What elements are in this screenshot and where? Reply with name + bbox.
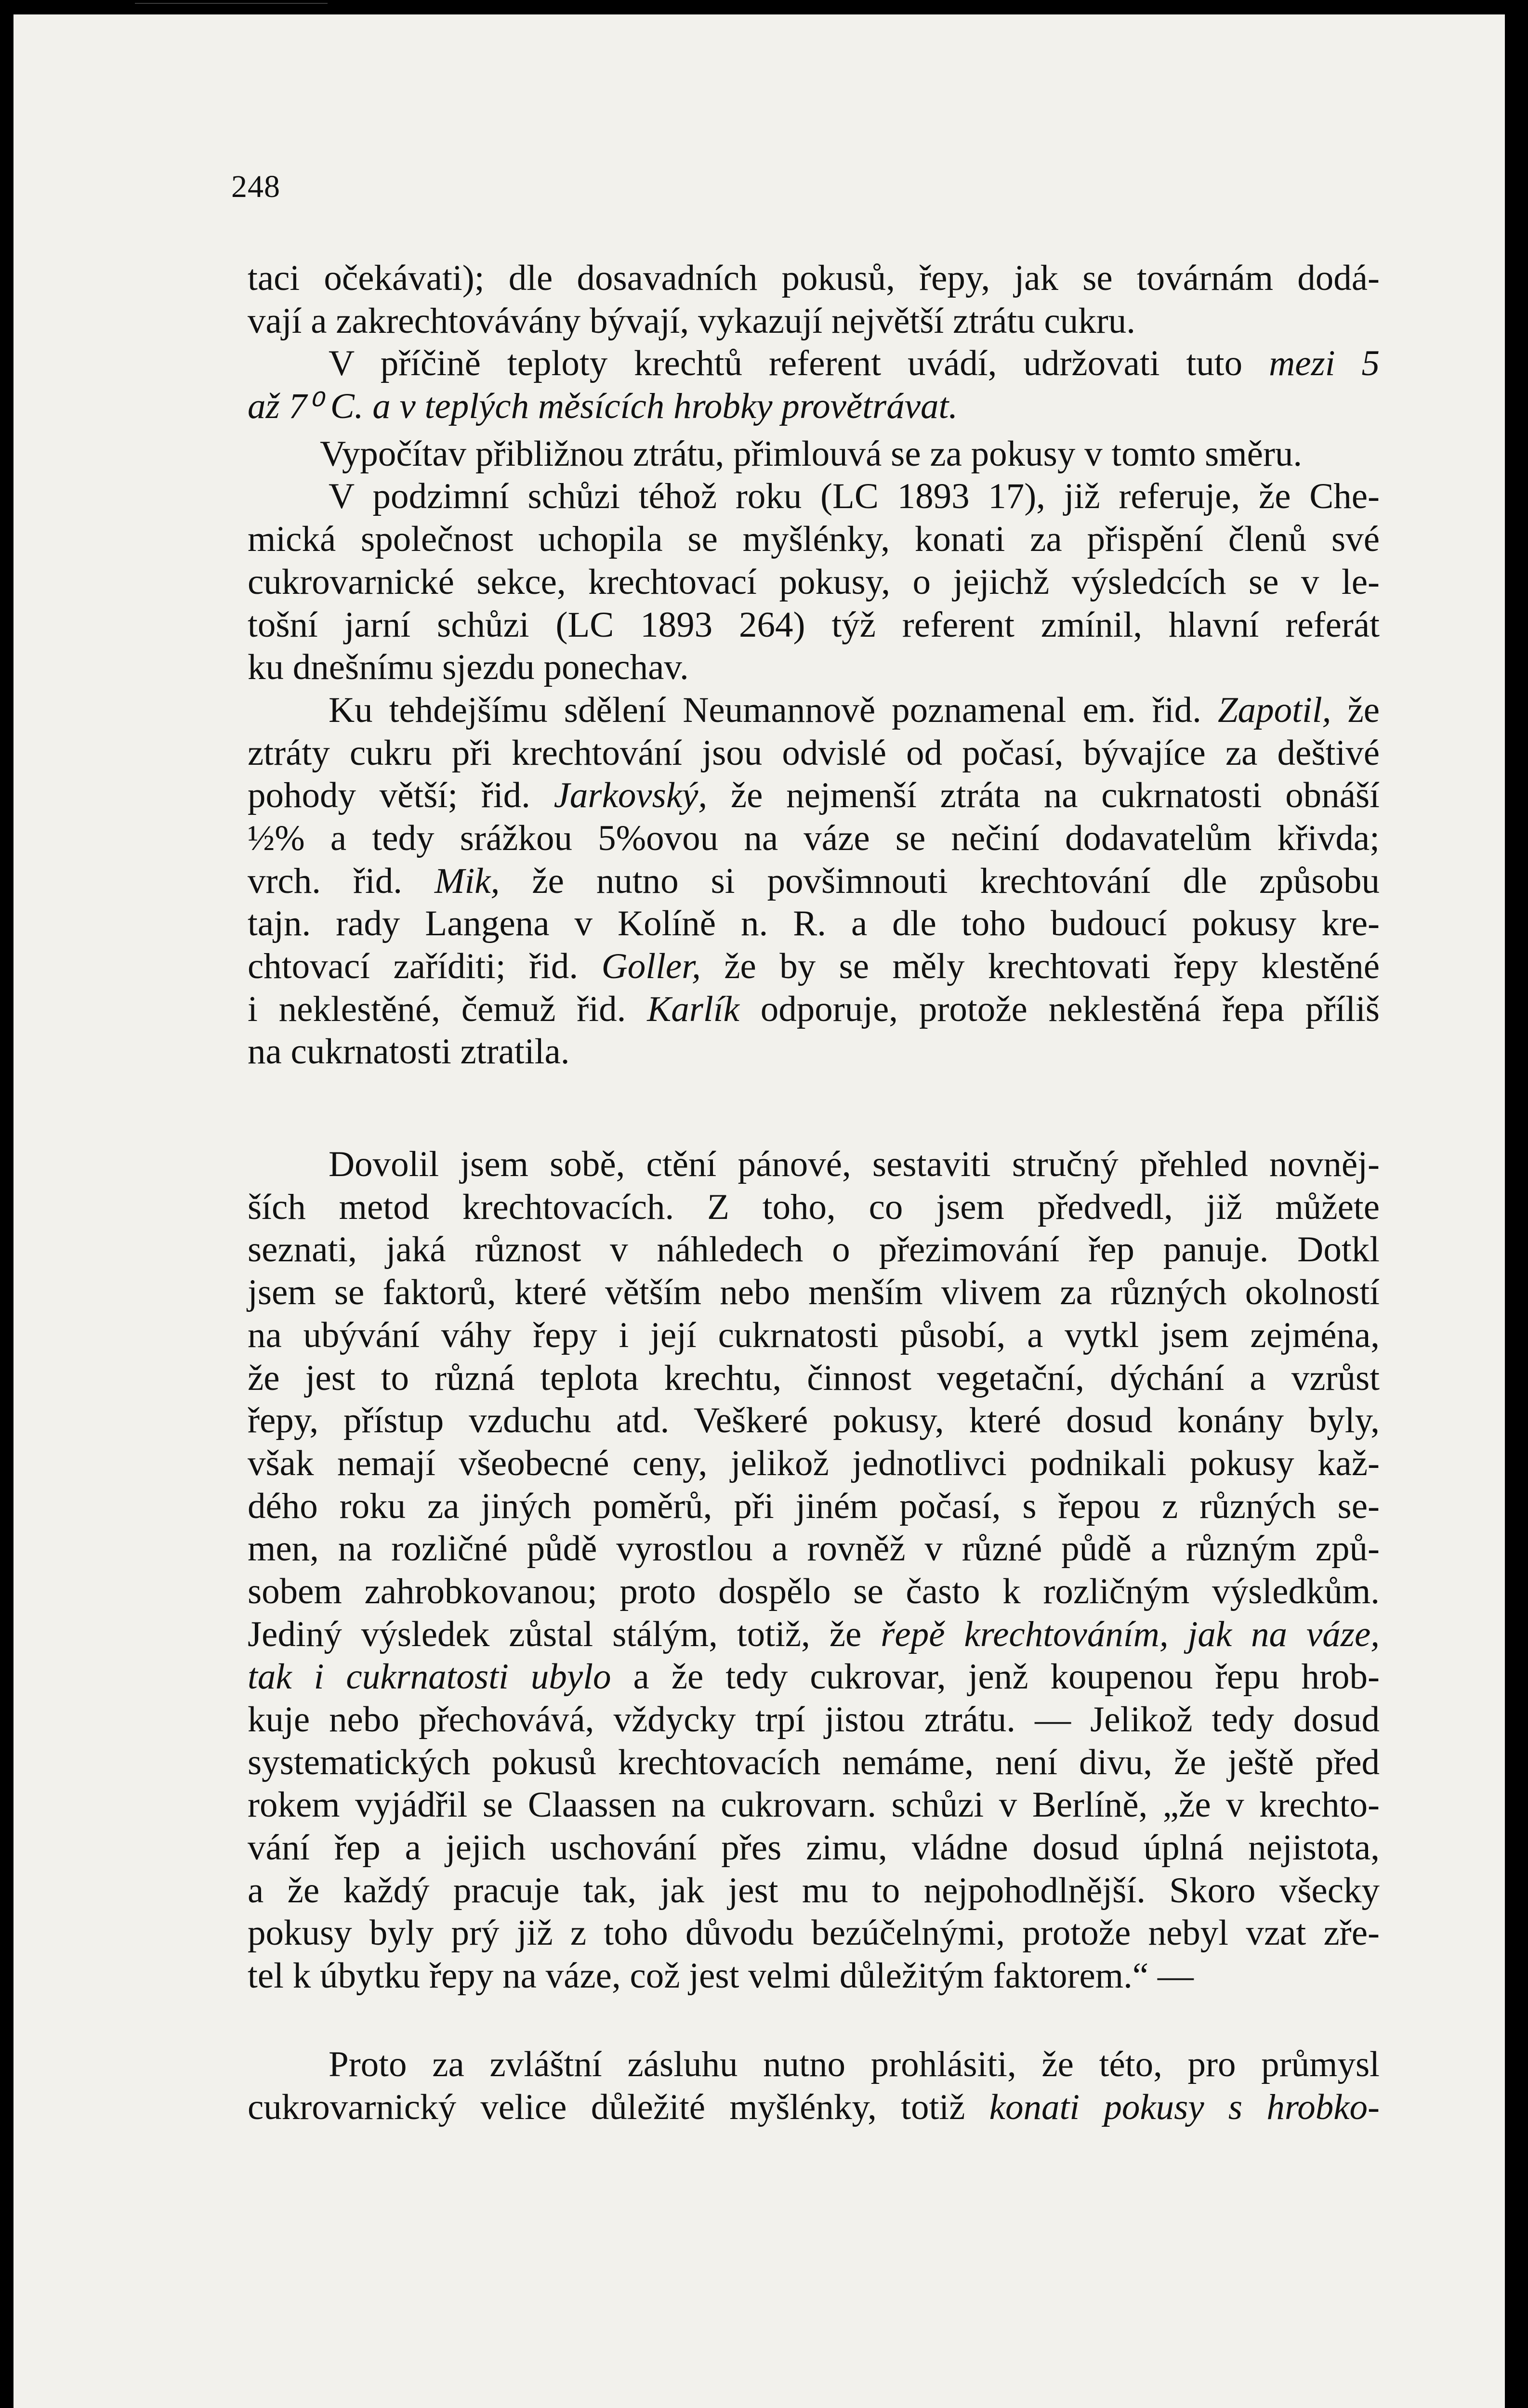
text-line: Dovolil jsem sobě, ctění pánové, sestaviti stručný přehled novněj- xyxy=(329,1144,1380,1185)
text-run: že nutno si povšimnouti krechtování dle způsobu xyxy=(532,861,1380,901)
italic-run: Mik, xyxy=(434,861,500,901)
text-run: že xyxy=(1347,690,1380,730)
text-run: pohody větší; řid. xyxy=(248,775,530,816)
text-line: V podzimní schůzi téhož roku (LC 1893 17), již referuje, že Che- xyxy=(329,476,1380,517)
italic-run: konati pokusy s hrobko- xyxy=(989,2087,1380,2127)
text-line: systematických pokusů krechtovacích nemáme, není divu, že ještě před xyxy=(248,1742,1380,1782)
text-line: ½% a tedy srážkou 5%ovou na váze se nečiní dodavatelům křivda; xyxy=(248,818,1380,858)
text-line: na cukrnatosti ztratila. xyxy=(248,1032,570,1072)
italic-run: až 7⁰ C. a v teplých měsících hrobky provětrávat. xyxy=(248,386,958,427)
spacer xyxy=(248,1998,1380,2043)
text-line xyxy=(248,860,1380,903)
text-run: V příčině teploty krechtů referent uvádí, udržovati tuto xyxy=(329,343,1243,384)
text-line: pokusy byly prý již z toho důvodu bezúčelnými, protože nebyl vzat zře- xyxy=(248,1913,1380,1953)
text-line xyxy=(248,689,1380,732)
paragraph-4 xyxy=(248,475,1380,689)
italic-run: Jarkovský, xyxy=(553,775,708,816)
text-line: však nemají všeobecné ceny, jelikož jednotlivci podnikali pokusy kaž- xyxy=(248,1443,1380,1483)
paragraph-5 xyxy=(248,689,1380,1073)
text-line: dého roku za jiných poměrů, při jiném počasí, s řepou z různých se- xyxy=(248,1486,1380,1526)
text-run: že by se měly krechtovati řepy klestěné xyxy=(724,946,1380,986)
text-run: i neklestěné, čemuž řid. xyxy=(248,989,626,1029)
text-line: jsem se faktorů, které větším nebo menším vlivem za různých okolností xyxy=(248,1272,1380,1313)
paragraph-3 xyxy=(248,433,1380,476)
text-line: že jest to různá teplota krechtu, činnost vegetační, dýchání a vzrůst xyxy=(248,1358,1380,1398)
text-run: Ku tehdejšímu sdělení Neumannově poznamenal em. řid. xyxy=(329,690,1201,730)
page-number: 248 xyxy=(231,169,280,204)
italic-run: Zapotil, xyxy=(1217,690,1331,730)
text-line xyxy=(248,342,1380,385)
text-run: že nejmenší ztráta na cukrnatosti obnáší xyxy=(730,775,1380,816)
text-line xyxy=(248,385,1380,428)
scan-edge-mark xyxy=(135,3,328,4)
text-run: Jediný výsledek zůstal stálým, totiž, že xyxy=(248,1614,862,1654)
text-line xyxy=(248,1656,1380,1699)
text-run: odporuje, protože neklestěná řepa příliš xyxy=(760,989,1380,1029)
text-line xyxy=(248,2086,1380,2129)
paragraph-1 xyxy=(248,257,1380,342)
italic-run: tak i cukrnatosti ubylo xyxy=(248,1657,611,1697)
text-line: taci očekávati); dle dosavadních pokusů, řepy, jak se továrnám dodá- xyxy=(248,258,1380,298)
text-line: rokem vyjádřil se Claassen na cukrovarn. schůzi v Berlíně, „že v krechto- xyxy=(248,1785,1380,1825)
text-line: kuje nebo přechovává, vždycky trpí jistou ztrátu. — Jelikož tedy dosud xyxy=(248,1700,1380,1740)
text-line xyxy=(248,774,1380,817)
text-line: a že každý pracuje tak, jak jest mu to nejpohodlnější. Skoro všecky xyxy=(248,1870,1380,1911)
text-line: seznati, jaká různost v náhledech o přezimování řep panuje. Dotkl xyxy=(248,1230,1380,1270)
italic-run: Karlík xyxy=(647,989,739,1029)
text-line: tel k úbytku řepy na váze, což jest velmi důležitým faktorem.“ — xyxy=(248,1956,1194,1996)
text-line: tajn. rady Langena v Kolíně n. R. a dle toho budoucí pokusy kre- xyxy=(248,903,1380,944)
text-line: mická společnost uchopila se myšlénky, konati za přispění členů své xyxy=(248,519,1380,560)
text-line xyxy=(248,988,1380,1031)
body-text xyxy=(248,257,1380,2129)
text-line: men, na rozličné půdě vyrostlou a rovněž v různé půdě a různým způ- xyxy=(248,1529,1380,1569)
text-line: sobem zahrobkovanou; proto dospělo se často k rozličným výsledkům. xyxy=(248,1571,1380,1611)
text-line: řepy, přístup vzduchu atd. Veškeré pokusy, které dosud konány byly, xyxy=(248,1400,1380,1441)
text-run: chtovací zaříditi; řid. xyxy=(248,946,579,986)
spacer xyxy=(248,428,1380,433)
paragraph-6 xyxy=(248,1143,1380,1998)
text-run: cukrovarnický velice důležité myšlénky, totiž xyxy=(248,2087,965,2127)
text-line: ztráty cukru při krechtování jsou odvislé od počasí, bývajíce za deštivé xyxy=(248,733,1380,773)
spacer xyxy=(248,1073,1380,1143)
text-run: vrch. řid. xyxy=(248,861,403,901)
text-line: na ubývání váhy řepy i její cukrnatosti působí, a vytkl jsem zejména, xyxy=(248,1315,1380,1355)
text-line: tošní jarní schůzi (LC 1893 264) týž referent zmínil, hlavní referát xyxy=(248,604,1380,645)
italic-run: mezi 5 xyxy=(1269,343,1380,384)
text-line: Proto za zvláštní zásluhu nutno prohlásiti, že této, pro průmysl xyxy=(329,2044,1380,2084)
text-run: a že tedy cukrovar, jenž koupenou řepu hrob- xyxy=(633,1657,1380,1697)
text-line: vají a zakrechtovávány bývají, vykazují největší ztrátu cukru. xyxy=(248,301,1136,341)
text-line: Vypočítav přibližnou ztrátu, přimlouvá se za pokusy v tomto směru. xyxy=(320,433,1303,474)
text-line: ších metod krechtovacích. Z toho, co jsem předvedl, již můžete xyxy=(248,1187,1380,1227)
text-line: ku dnešnímu sjezdu ponechav. xyxy=(248,647,689,688)
italic-run: Goller, xyxy=(601,946,701,986)
paragraph-7 xyxy=(248,2043,1380,2129)
text-line: vání řep a jejich uschování přes zimu, vládne dosud úplná nejistota, xyxy=(248,1828,1380,1868)
paragraph-2 xyxy=(248,342,1380,428)
text-line xyxy=(248,1613,1380,1656)
text-line: cukrovarnické sekce, krechtovací pokusy, o jejichž výsledcích se v le- xyxy=(248,562,1380,602)
italic-run: řepě krechtováním, jak na váze, xyxy=(881,1614,1380,1654)
text-line xyxy=(248,945,1380,988)
